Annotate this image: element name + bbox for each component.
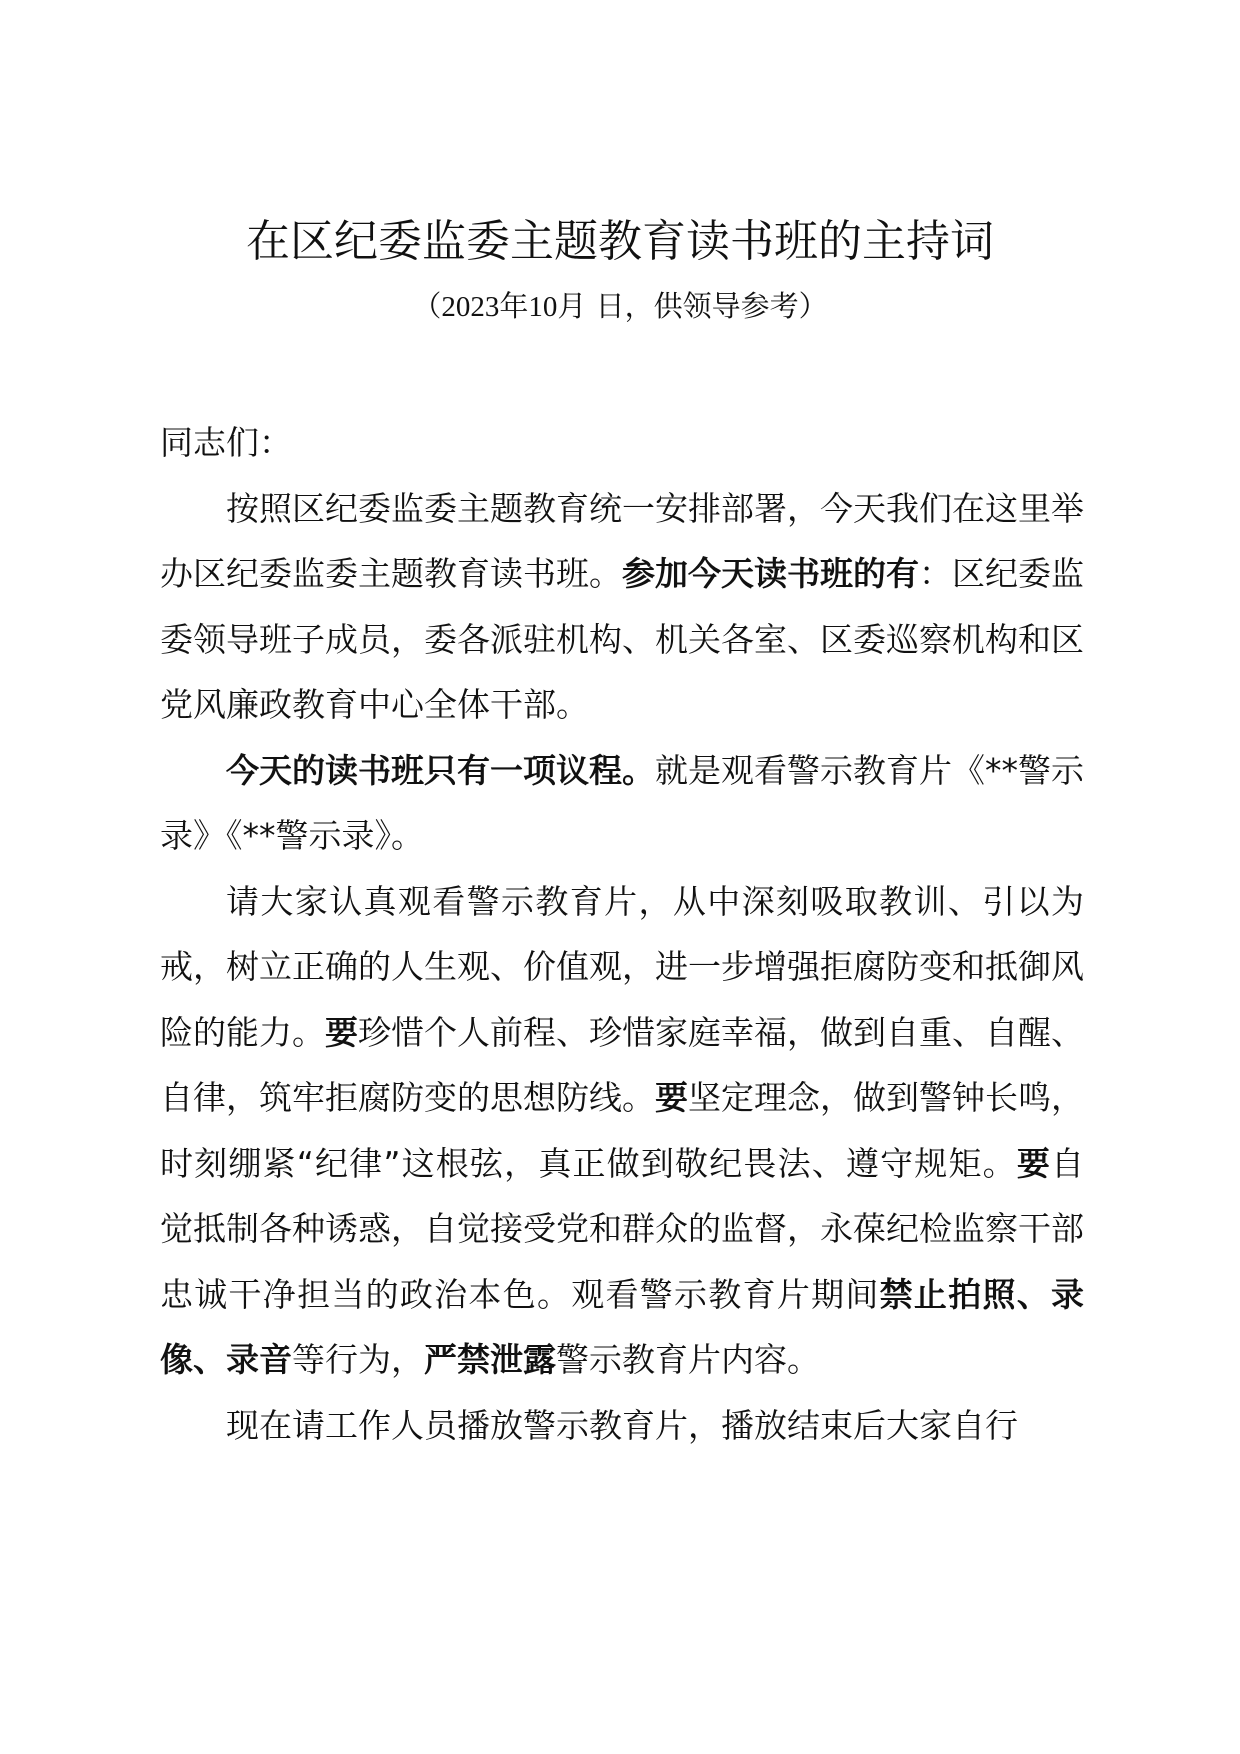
p3-text-1: 请大家认真观看警示教育片，从中深刻吸取教训、引以为戒，树立正确的人生观、价值观，进一步增强拒腐防变和抵御风险的能力。 [160,881,1084,1052]
subtitle-month-unit: 月 日，供领导参考 [557,289,799,323]
p1-bold-1: 参加今天读书班的有 [622,554,919,593]
p3-bold-5: 严禁泄露 [424,1340,556,1379]
document-body [160,410,1084,1458]
subtitle-year: 2023 [441,291,500,323]
subtitle-open-paren: （ [412,289,442,323]
p3-text-5: 等行为， [292,1340,424,1379]
p4-text-1: 现在请工作人员播放警示教育片，播放结束后大家自行 [226,1405,1018,1445]
p1-text-1: 按照区纪委监委主题教育统一安排部署，今天我们在这里举办区纪委监委主题教育读书班。 [160,488,1084,593]
p2-text-1: 就是观看警示教育片《**警示录》《**警示录》。 [160,750,1084,855]
p3-text-3: 坚定理念，做到警钟长鸣，时刻绷紧“纪律”这根弦，真正做到敬纪畏法、遵守规矩。 [160,1078,1084,1183]
paragraph-agenda [160,738,1084,869]
p3-bold-3: 要 [1016,1143,1051,1183]
p3-text-2: 珍惜个人前程、珍惜家庭幸福，做到自重、自醒、自律，筑牢拒腐防变的思想防线。 [160,1012,1084,1117]
paragraph-requirements [160,869,1084,1393]
subtitle-month: 10 [528,291,558,323]
document-title: 在区纪委监委主题教育读书班的主持词 [246,216,994,267]
document-subtitle [0,286,1240,327]
salutation: 同志们： [160,423,292,462]
p3-bold-1: 要 [325,1012,358,1052]
subtitle-year-unit: 年 [499,289,529,323]
p3-text-4: 自觉抵制各种诱惑，自觉接受党和群众的监督，永葆纪检监察干部忠诚干净担当的政治本色。观看警示教育片期间 [160,1143,1084,1314]
subtitle-close-paren: ） [798,289,828,323]
paragraph-attendees [160,476,1084,738]
p3-bold-2: 要 [655,1078,688,1117]
p1-text-2: ：区纪委监委领导班子成员，委各派驻机构、机关各室、区委巡察机构和区党风廉政教育中心全体干部。 [160,554,1084,724]
paragraph-playback [160,1393,1084,1459]
p2-bold-1: 今天的读书班只有一项议程。 [226,750,655,790]
p3-text-6: 警示教育片内容。 [556,1340,820,1379]
p3-bold-4: 禁止拍照、录像、录音 [160,1274,1085,1379]
